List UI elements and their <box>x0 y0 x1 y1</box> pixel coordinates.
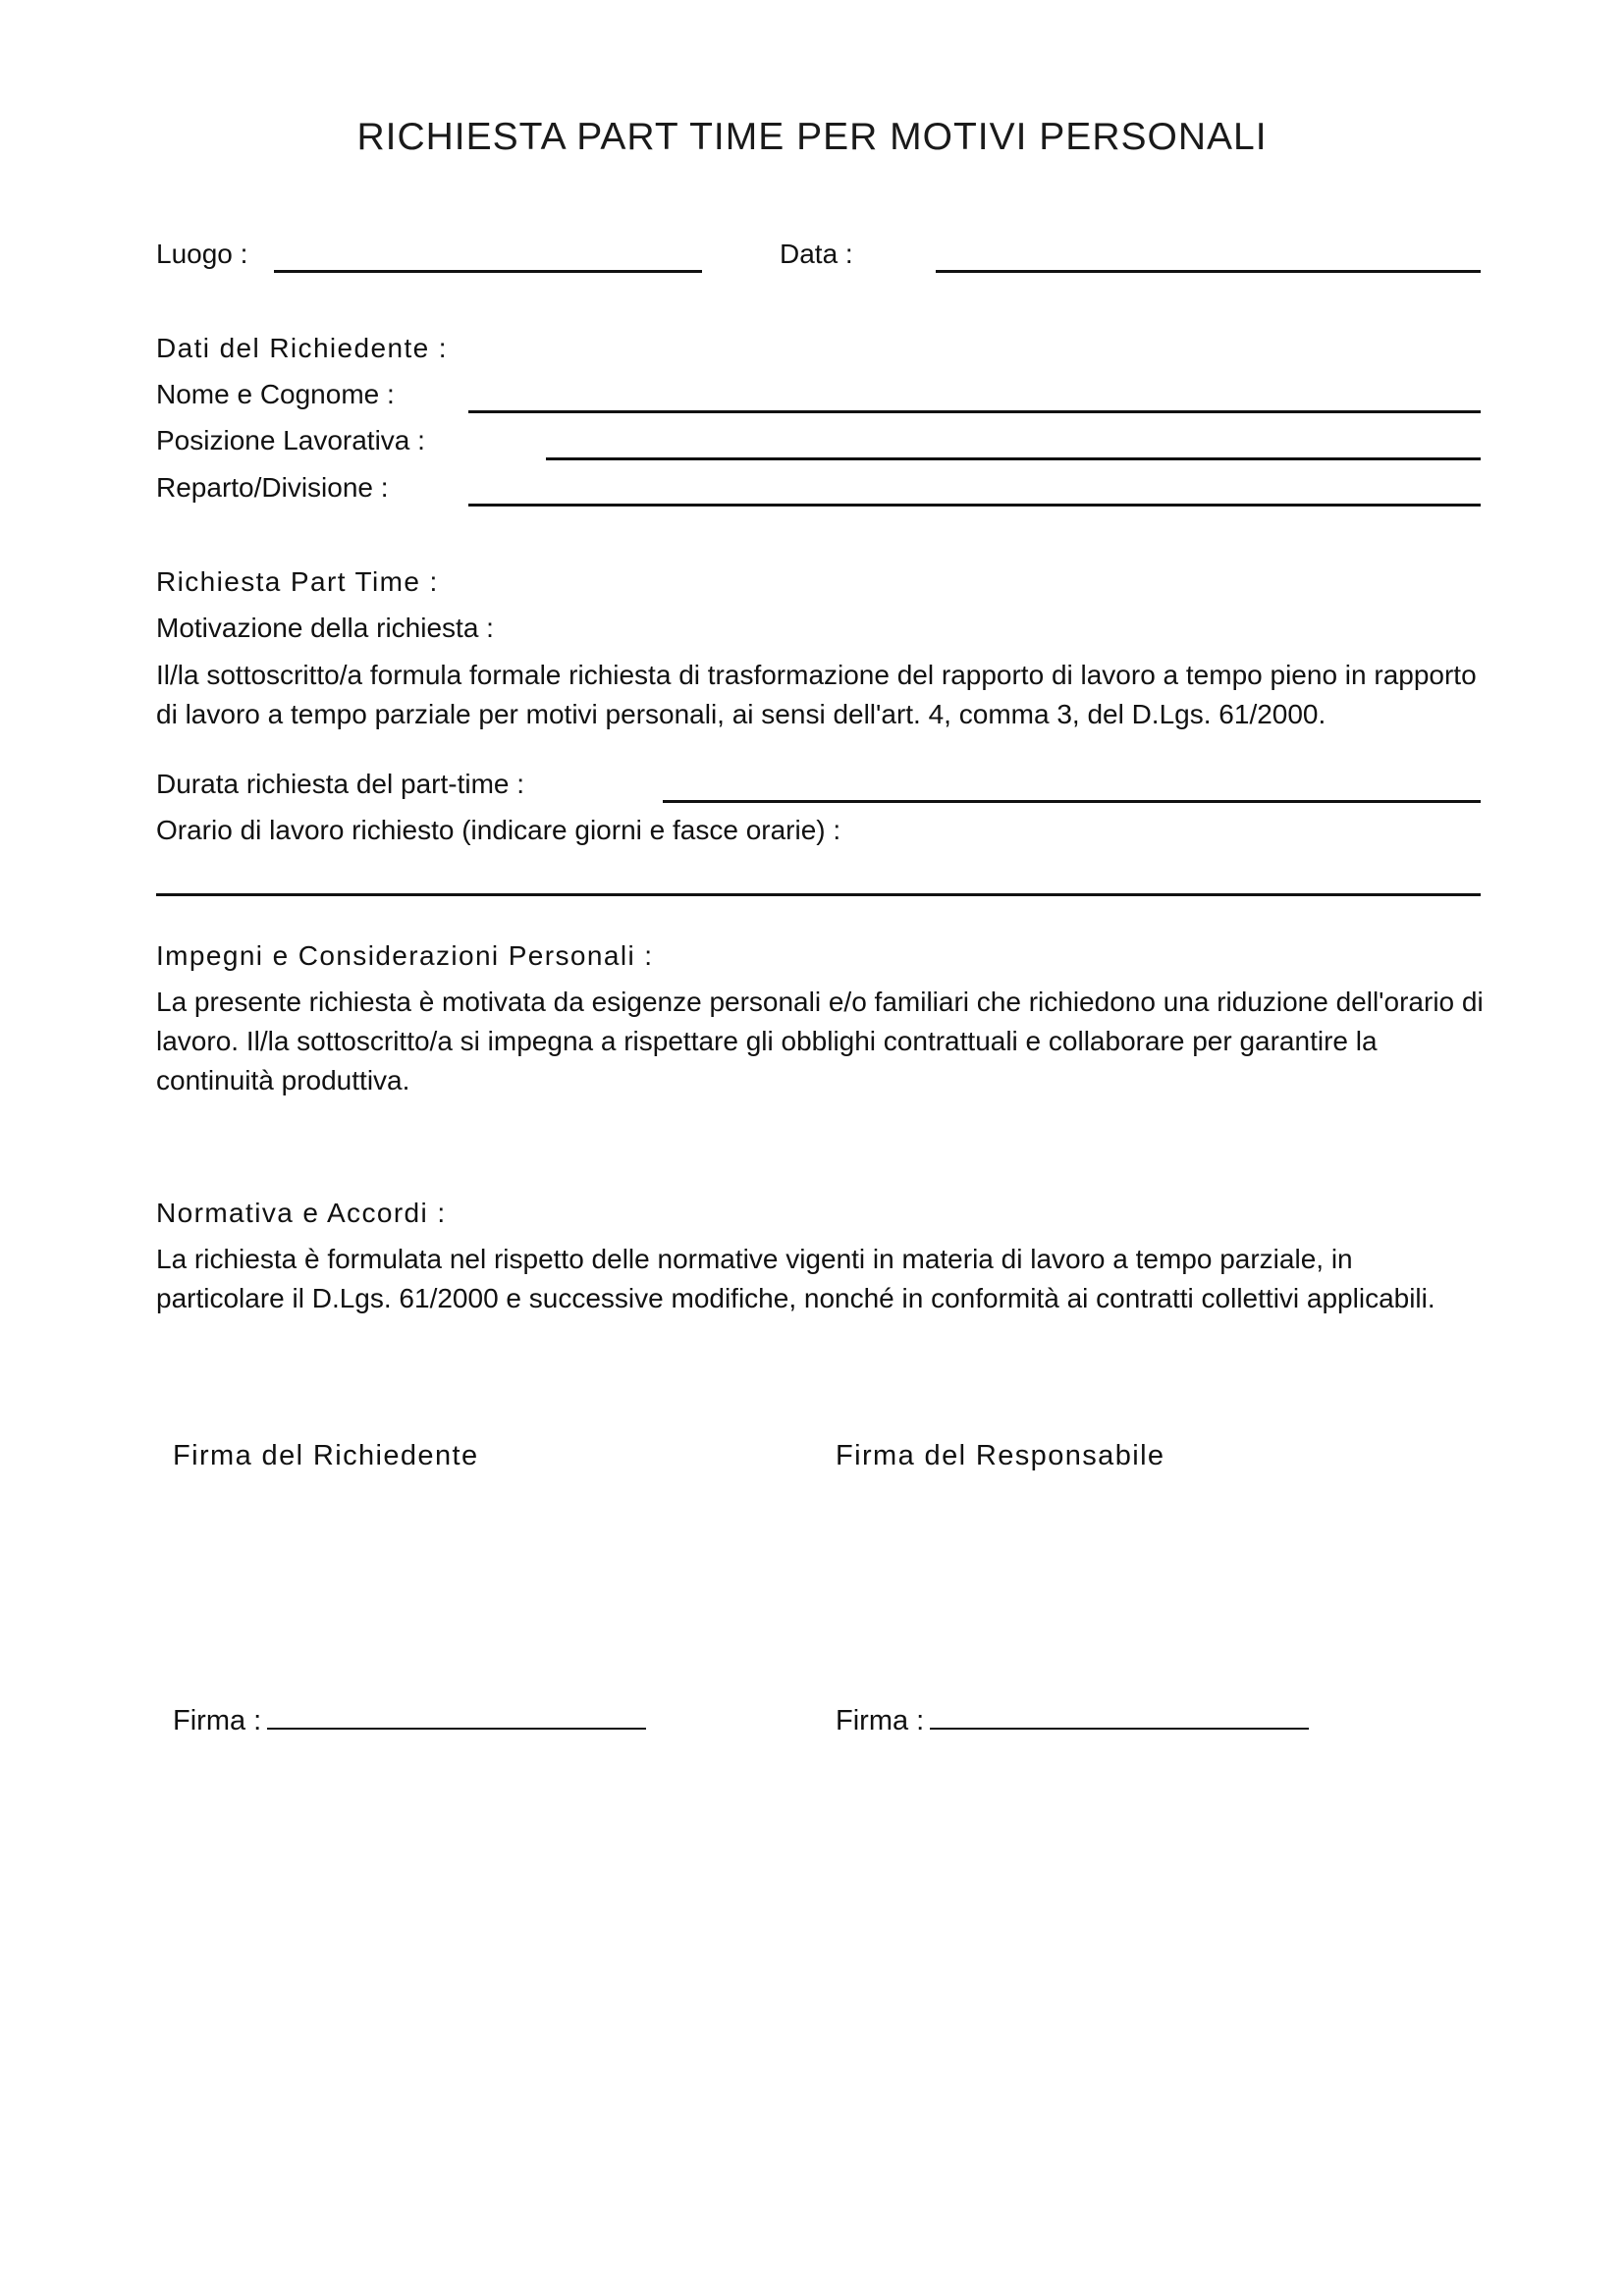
firma-richiedente-label: Firma : <box>173 1705 262 1736</box>
reparto-divisione-field-line[interactable] <box>468 504 1481 507</box>
part-time-section-label: Richiesta Part Time : <box>156 566 439 597</box>
luogo-label: Luogo : <box>156 239 248 269</box>
firma-responsabile-line[interactable] <box>930 1704 1309 1730</box>
durata-label: Durata richiesta del part-time : <box>156 769 525 799</box>
normativa-section-label: Normativa e Accordi : <box>156 1198 447 1228</box>
impegni-section-label: Impegni e Considerazioni Personali : <box>156 940 654 971</box>
orario-field-line[interactable] <box>156 893 1481 896</box>
posizione-lavorativa-label: Posizione Lavorativa : <box>156 425 425 455</box>
firma-responsabile-row <box>836 1704 1309 1737</box>
impegni-paragraph: La presente richiesta è motivata da esigenze personali e/o familiari che richiedono una riduzione dell'orario di lavoro. Il/la sottoscritto/a si impegna a rispettare gli obblighi contrattuali e collaborare per garantire la continuità produttiva. <box>156 987 1484 1095</box>
normativa-paragraph: La richiesta è formulata nel rispetto delle normative vigenti in materia di lavoro a tempo parziale, in particolare il D.Lgs. 61/2000 e successive modifiche, nonché in conformità ai contratti collettivi applicabili. <box>156 1244 1435 1313</box>
firma-richiedente-title: Firma del Richiedente <box>173 1440 479 1471</box>
nome-cognome-label: Nome e Cognome : <box>156 379 395 409</box>
luogo-field-line[interactable] <box>274 270 702 273</box>
motivazione-label: Motivazione della richiesta : <box>156 613 494 643</box>
motivazione-paragraph: Il/la sottoscritto/a formula formale richiesta di trasformazione del rapporto di lavoro a tempo pieno in rapporto di lavoro a tempo parziale per motivi personali, ai sensi dell'art. 4, comma 3, del D.Lgs. 61/2000. <box>156 660 1477 729</box>
nome-cognome-field-line[interactable] <box>468 410 1481 413</box>
orario-label: Orario di lavoro richiesto (indicare giorni e fasce orarie) : <box>156 815 841 845</box>
firma-richiedente-line[interactable] <box>267 1704 646 1730</box>
firma-richiedente-row <box>173 1704 646 1737</box>
durata-field-line[interactable] <box>663 800 1481 803</box>
richiedente-section-label: Dati del Richiedente : <box>156 333 448 363</box>
data-label: Data : <box>780 239 853 269</box>
reparto-divisione-label: Reparto/Divisione : <box>156 472 389 503</box>
firma-responsabile-title: Firma del Responsabile <box>836 1440 1165 1471</box>
firma-responsabile-label: Firma : <box>836 1705 925 1736</box>
document-title: RICHIESTA PART TIME PER MOTIVI PERSONALI <box>356 116 1268 158</box>
data-field-line[interactable] <box>936 270 1481 273</box>
posizione-lavorativa-field-line[interactable] <box>546 457 1481 460</box>
